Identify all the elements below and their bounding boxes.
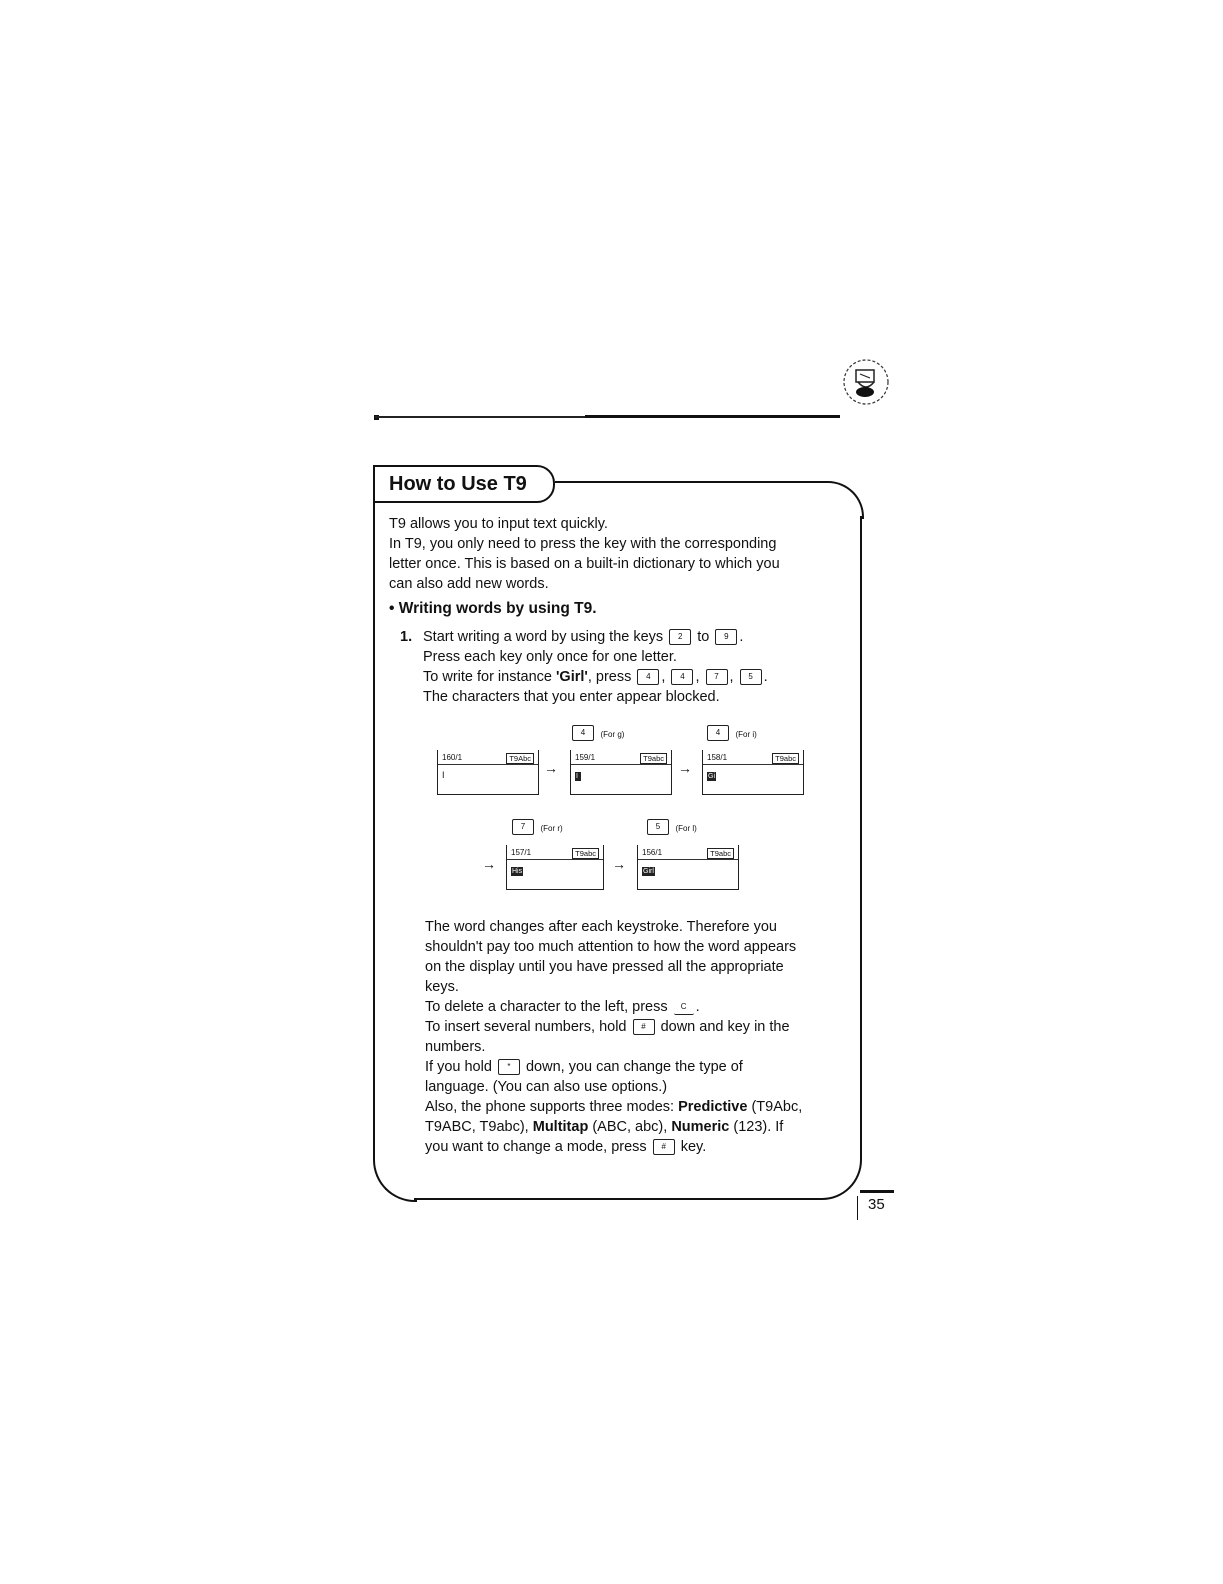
body-text-part: . bbox=[695, 999, 700, 1015]
char-counter: 159/1 bbox=[575, 753, 596, 762]
body-line: on the display until you have pressed all the appropriate bbox=[425, 959, 784, 975]
arrow-icon: → bbox=[678, 760, 692, 776]
phone-screen bbox=[506, 845, 604, 890]
input-mode-badge: T9Abc bbox=[506, 753, 534, 764]
hash-key-icon: # bbox=[633, 1019, 655, 1035]
body-text-part: To delete a character to the left, press bbox=[425, 999, 668, 1015]
key-7-icon: 7 bbox=[512, 819, 534, 835]
step-text: to bbox=[697, 629, 710, 645]
star-key-icon: * bbox=[498, 1059, 520, 1075]
body-text-part: key. bbox=[680, 1139, 707, 1155]
box-bottom-left-corner bbox=[373, 1158, 417, 1202]
intro-paragraph bbox=[389, 514, 849, 594]
body-text bbox=[425, 917, 850, 1157]
body-line bbox=[425, 1017, 850, 1037]
body-line: numbers. bbox=[425, 1039, 486, 1055]
key-5-icon: 5 bbox=[647, 819, 669, 835]
step-line: The characters that you enter appear blocked. bbox=[423, 689, 720, 705]
diagram-caption bbox=[705, 724, 757, 742]
screen-status-bar bbox=[507, 845, 603, 860]
key-4-icon: 4 bbox=[637, 669, 659, 685]
box-right-border bbox=[860, 516, 862, 1156]
page-number: 35 bbox=[868, 1196, 885, 1213]
char-counter: 157/1 bbox=[511, 848, 532, 857]
key-9-icon: 9 bbox=[715, 629, 737, 645]
body-text-part: (123). If bbox=[733, 1119, 784, 1135]
body-text-part: To insert several numbers, hold bbox=[425, 1019, 627, 1035]
key-7-icon: 7 bbox=[706, 669, 728, 685]
body-text-part: (ABC, abc), bbox=[592, 1119, 668, 1135]
body-text-part: you want to change a mode, press bbox=[425, 1139, 647, 1155]
input-mode-badge: T9abc bbox=[707, 848, 734, 859]
diagram-caption bbox=[510, 818, 563, 836]
key-4-icon: 4 bbox=[671, 669, 693, 685]
key-4-icon: 4 bbox=[707, 725, 729, 741]
mode-numeric: Numeric bbox=[671, 1119, 730, 1135]
entered-text: His bbox=[512, 868, 523, 875]
hash-key-icon: # bbox=[653, 1139, 675, 1155]
step-line: Start writing a word by using the keys 2 to 9 . bbox=[423, 629, 744, 645]
phone-screen bbox=[637, 845, 739, 890]
caption-text: (For l) bbox=[675, 824, 697, 833]
step-text: , press bbox=[587, 669, 632, 685]
char-counter: 158/1 bbox=[707, 753, 728, 762]
intro-line: T9 allows you to input text quickly. bbox=[389, 516, 608, 532]
step-text: To write for instance bbox=[423, 669, 552, 685]
input-mode-badge: T9abc bbox=[772, 753, 799, 764]
body-text-part: down and key in the bbox=[660, 1019, 790, 1035]
body-line bbox=[425, 1057, 850, 1077]
entered-text: Gi bbox=[708, 773, 715, 780]
entered-text: I bbox=[575, 772, 581, 781]
body-line: language. (You can also use options.) bbox=[425, 1079, 668, 1095]
body-line bbox=[425, 1097, 850, 1117]
arrow-icon: → bbox=[482, 856, 496, 872]
body-line: The word changes after each keystroke. Therefore you bbox=[425, 919, 777, 935]
step-number: 1. bbox=[400, 629, 413, 645]
screen-status-bar bbox=[703, 750, 803, 765]
key-2-icon: 2 bbox=[669, 629, 691, 645]
body-text-part: (T9Abc, bbox=[751, 1099, 803, 1115]
char-counter: 156/1 bbox=[642, 848, 663, 857]
input-mode-badge: T9abc bbox=[572, 848, 599, 859]
section-title: How to Use T9 bbox=[373, 465, 555, 503]
key-5-icon: 5 bbox=[740, 669, 762, 685]
body-line bbox=[425, 1137, 850, 1157]
top-rule-thick bbox=[585, 415, 840, 418]
intro-line: can also add new words. bbox=[389, 576, 549, 592]
mode-predictive: Predictive bbox=[678, 1099, 748, 1115]
screen-status-bar bbox=[438, 750, 538, 765]
page-number-divider bbox=[857, 1196, 858, 1220]
diagram-caption bbox=[570, 724, 624, 742]
box-bottom-right-corner bbox=[820, 1156, 862, 1200]
screen-status-bar bbox=[571, 750, 671, 765]
caption-text: (For r) bbox=[540, 824, 563, 833]
body-text-part: If you hold bbox=[425, 1059, 492, 1075]
entered-text: Girl bbox=[643, 868, 654, 875]
body-line bbox=[425, 1117, 850, 1137]
diagram-caption bbox=[645, 818, 697, 836]
phone-screen bbox=[570, 750, 672, 795]
caption-text: (For g) bbox=[600, 730, 625, 739]
example-word: 'Girl' bbox=[555, 669, 588, 685]
subheading: • Writing words by using T9. bbox=[389, 600, 597, 617]
page-number-bar bbox=[860, 1190, 894, 1193]
step-line: To write for instance 'Girl', press 4 , 4 , 7 , 5 . bbox=[423, 669, 768, 685]
box-left-border bbox=[373, 499, 375, 1159]
key-4-icon: 4 bbox=[572, 725, 594, 741]
step-text: Start writing a word by using the keys bbox=[423, 629, 664, 645]
mode-multitap: Multitap bbox=[532, 1119, 589, 1135]
body-text-part: T9ABC, T9abc), bbox=[425, 1119, 529, 1135]
body-line: keys. bbox=[425, 979, 459, 995]
body-text-part: down, you can change the type of bbox=[525, 1059, 743, 1075]
clear-key-icon: C bbox=[674, 1000, 694, 1015]
body-line bbox=[425, 997, 850, 1017]
phone-screen bbox=[702, 750, 804, 795]
caption-text: (For i) bbox=[735, 730, 757, 739]
box-bottom-border bbox=[414, 1198, 821, 1200]
phone-screen bbox=[437, 750, 539, 795]
step-1 bbox=[423, 627, 843, 707]
intro-line: In T9, you only need to press the key with the corresponding bbox=[389, 536, 777, 552]
arrow-icon: → bbox=[544, 760, 558, 776]
input-mode-badge: T9abc bbox=[640, 753, 667, 764]
mascot-icon bbox=[840, 356, 892, 408]
char-counter: 160/1 bbox=[442, 753, 463, 762]
intro-line: letter once. This is based on a built-in dictionary to which you bbox=[389, 556, 780, 572]
box-top-border bbox=[555, 481, 827, 483]
screen-status-bar bbox=[638, 845, 738, 860]
body-text-part: Also, the phone supports three modes: bbox=[425, 1099, 675, 1115]
arrow-icon: → bbox=[612, 856, 626, 872]
entered-text: I bbox=[442, 770, 445, 780]
body-line: shouldn't pay too much attention to how the word appears bbox=[425, 939, 797, 955]
step-line: Press each key only once for one letter. bbox=[423, 649, 677, 665]
